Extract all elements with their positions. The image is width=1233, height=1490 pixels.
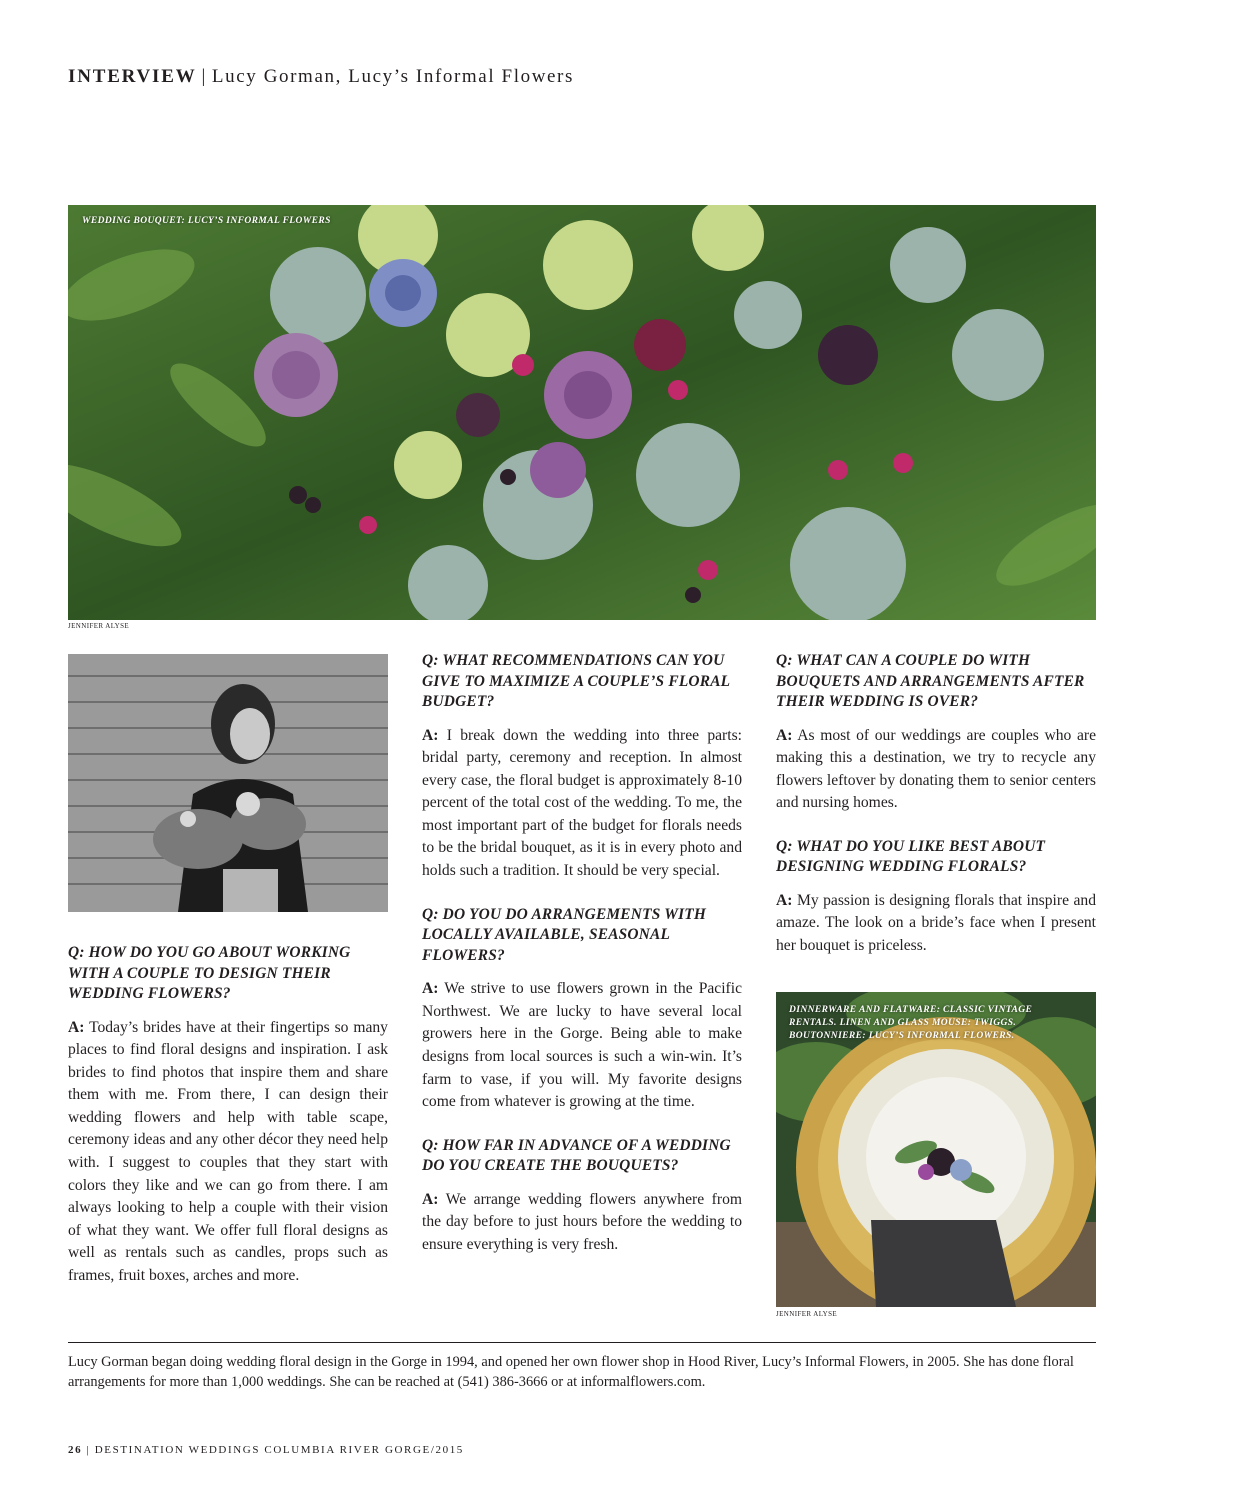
question-1: Q: HOW DO YOU GO ABOUT WORKING WITH A COUPLE TO DESIGN THEIR WEDDING FLOWERS? [68, 944, 351, 1002]
answer-lead: A: [776, 891, 793, 909]
divider [68, 1342, 1096, 1343]
answer-lead: A: [422, 726, 439, 744]
answer-text: We arrange wedding flowers anywhere from the day before to just hours before the wedding to ensure everything is very fresh. [422, 1190, 742, 1253]
section-label: INTERVIEW [68, 66, 197, 87]
answer-lead: A: [776, 726, 793, 744]
question-6: Q: WHAT DO YOU LIKE BEST ABOUT DESIGNING WEDDING FLORALS? [776, 837, 1046, 876]
answer-lead: A: [422, 1190, 439, 1208]
answer-lead: A: [422, 980, 439, 998]
answer-lead: A: [68, 1018, 85, 1036]
answer-text: Today’s brides have at their fingertips so many places to find floral designs and inspiration. I ask brides to find photos that inspire them and share them with me. From there, I can design their wedding flowers and help with table scape, ceremony ideas and any other décor they need help with. I suggest to couples that they start with colors they like and we can go from there. I am always looking to help a couple with their vision of what they want. We offer full floral designs as well as rentals such as candles, props such as frames, fruit boxes, arches and more. [68, 1018, 388, 1285]
answer-5 [776, 725, 1096, 815]
answer-text: My passion is designing florals that inspire and amaze. The look on a bride’s face when I present her bouquet is priceless. [776, 891, 1096, 955]
hero-caption: WEDDING BOUQUET: LUCY’S INFORMAL FLOWERS [82, 216, 331, 226]
question-2: Q: WHAT RECOMMENDATIONS CAN YOU GIVE TO MAXIMIZE A COUPLE’S FLORAL BUDGET? [422, 652, 730, 710]
author-bio: Lucy Gorman began doing wedding floral design in the Gorge in 1994, and opened her own flower shop in Hood River, Lucy’s Informal Flowers, in 2005. She has done floral arrangements for more than 1,000 weddings. She can be reached at (541) 386-3666 or at informalflowers.com. [68, 1354, 1074, 1390]
answer-2 [422, 725, 742, 883]
question-4: Q: HOW FAR IN ADVANCE OF A WEDDING DO YOU CREATE THE BOUQUETS? [422, 1136, 731, 1175]
column-3 [776, 651, 1096, 958]
table-photo-credit: JENNIFER ALYSE [776, 1310, 838, 1318]
page-header [68, 66, 574, 88]
bouquet-photo [68, 205, 1096, 620]
article-title: Lucy Gorman, Lucy’s Informal Flowers [211, 66, 574, 87]
answer-4 [422, 1189, 742, 1257]
answer-6 [776, 890, 1096, 958]
answer-1 [68, 1017, 388, 1288]
question-3: Q: DO YOU DO ARRANGEMENTS WITH LOCALLY AVAILABLE, SEASONAL FLOWERS? [422, 905, 707, 964]
answer-text: We strive to use flowers grown in the Pacific Northwest. We are lucky to have several local growers here in the Gorge. Being able to make designs from local sources is such a win-win. It’s farm to vase, if you will. My favorite designs come from whatever is growing at the time. [422, 980, 742, 1111]
answer-3 [422, 978, 742, 1114]
publication-name: DESTINATION WEDDINGS COLUMBIA RIVER GORGE/2015 [94, 1444, 464, 1456]
hero-photo-credit: JENNIFER ALYSE [68, 622, 130, 630]
column-1 [68, 943, 388, 1288]
column-2 [422, 651, 742, 1257]
footer-separator: | [86, 1444, 91, 1456]
answer-text: I break down the wedding into three parts: bridal party, ceremony and reception. In almost every case, the floral budget is approximately 8-10 percent of the total cost of the wedding. To me, the most important part of the budget for florals needs to be the bridal bouquet, as it is in every photo and holds such a tradition. It should be very special. [422, 726, 742, 880]
page-footer [68, 1444, 464, 1456]
answer-text: As most of our weddings are couples who are making this a destination, we try to recycle any flowers leftover by donating them to senior centers and nursing homes. [776, 726, 1096, 812]
table-photo-caption: DINNERWARE AND FLATWARE: CLASSIC VINTAGE RENTALS. LINEN AND GLASS MOUSE: TWIGGS. BOUTONNIERE: LUCY’S INFORMAL FLOWERS. [789, 1005, 1033, 1041]
header-separator: | [201, 66, 207, 87]
table-setting-photo [776, 992, 1096, 1307]
question-5: Q: WHAT CAN A COUPLE DO WITH BOUQUETS AND ARRANGEMENTS AFTER THEIR WEDDING IS OVER? [776, 652, 1085, 710]
page-number: 26 [68, 1444, 83, 1456]
portrait-photo [68, 654, 388, 912]
